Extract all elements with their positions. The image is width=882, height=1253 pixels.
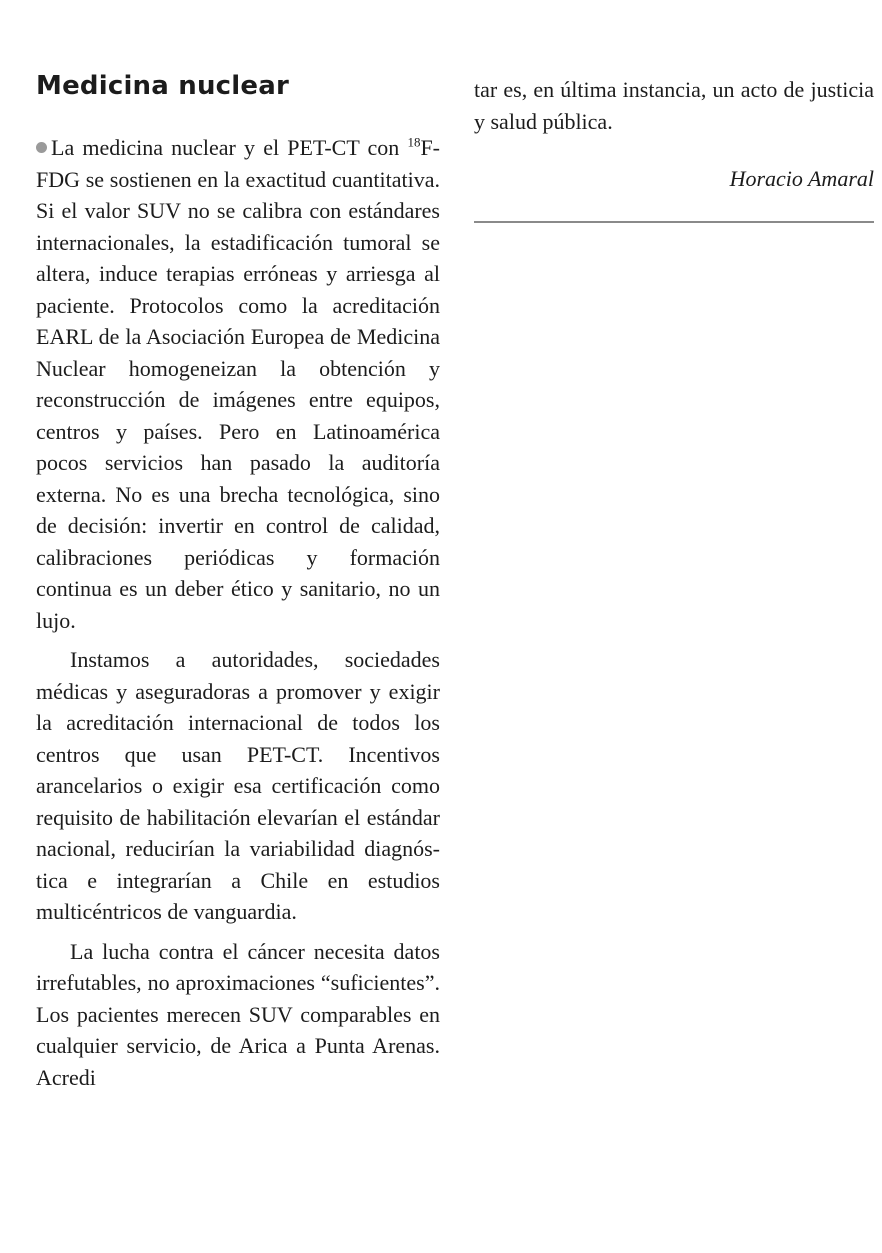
column-divider	[474, 221, 874, 223]
author-signature: Horacio Amaral	[729, 166, 874, 191]
paragraph-3-continued: tar es, en última instancia, un acto de justicia y salud pública.	[474, 77, 874, 134]
article-body	[36, 132, 440, 1093]
article-headline: Medicina nuclear	[36, 71, 290, 101]
paragraph-2: Instamos a autoridades, sociedades médicas y aseguradoras a promover y exigir la acreditación internacional de todos los centros que usan PET-CT. Incentivos arancelarios o exigir esa certificación como requisito de habilitación elevarían el estándar nacional, reducirían la variabilidad diagnóstica e integrarían a Chile en estudios multicéntricos de vanguardia.	[36, 647, 440, 924]
paragraph-1-intro: La medicina nuclear y el PET-CT con	[51, 135, 408, 160]
left-column	[36, 66, 440, 1101]
paragraph-3: La lucha contra el cáncer necesita datos irrefutables, no aproximaciones “suficientes”. Los pacientes merecen SUV comparables en cualquier servicio, de Arica a Punta Arenas. Acredi	[36, 938, 440, 1090]
paragraph-1-rest: F-FDG se sostienen en la exactitud cuantitativa. Si el valor SUV no se calibra con estándares internacionales, la estadificación tumoral se altera, induce terapias erróneas y arriesga al paciente. Protocolos como la acreditación EARL de la Asociación Europea de Medicina Nuclear homogeneizan la obtención y reconstrucción de imágenes entre equipos, centros y países. Pero en Latinoamérica pocos servicios han pasado la auditoría externa. No es una brecha tecnológica, sino de decisión: invertir en control de calidad, calibraciones periódicas y formación continua es un deber ético y sanitario, no un lujo.	[36, 135, 440, 633]
right-column	[474, 66, 874, 223]
bullet-icon	[36, 142, 47, 153]
isotope-superscript: 18	[407, 134, 421, 150]
paragraph-1	[36, 132, 440, 636]
